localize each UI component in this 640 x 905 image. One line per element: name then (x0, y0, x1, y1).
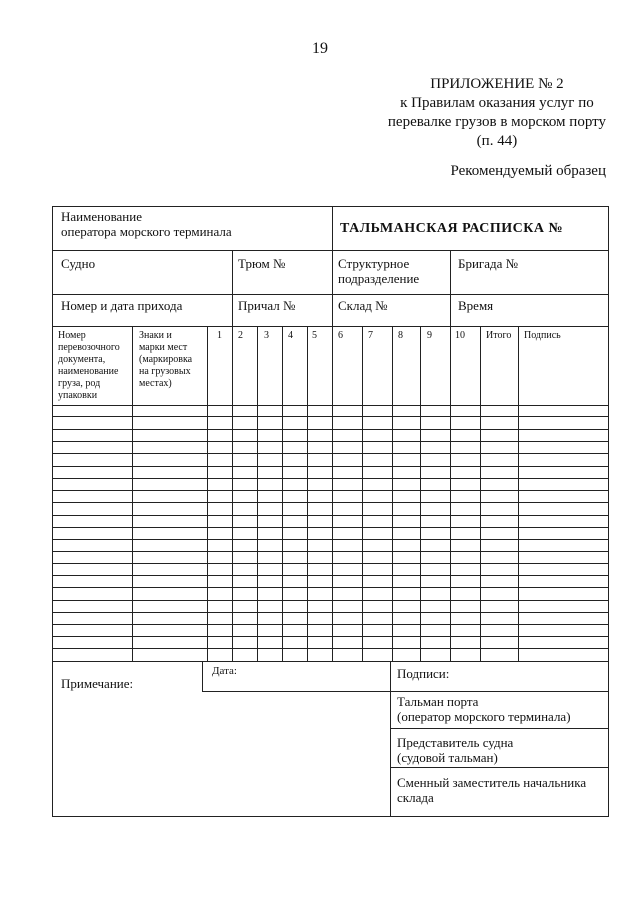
table-row-line (52, 527, 609, 528)
grid-hline (52, 326, 609, 327)
grid-hline (390, 767, 609, 768)
table-column-line (420, 326, 421, 661)
col-num-2: 2 (238, 330, 243, 341)
column-marks-header (139, 330, 209, 390)
brigade-label: Бригада № (458, 256, 519, 271)
table-column-line (232, 326, 233, 661)
deputy-label (397, 775, 586, 805)
appendix-title: ПРИЛОЖЕНИЕ № 2 (430, 76, 564, 92)
grid-hline (390, 728, 609, 729)
col-num-9: 9 (427, 330, 432, 341)
table-column-line (307, 326, 308, 661)
col-doc-l5: груза, род (58, 378, 101, 389)
table-row-line (52, 416, 609, 417)
structural-line-2: подразделение (338, 271, 420, 286)
col-marks-l3: (маркировка (139, 354, 193, 365)
tally-receipt-form (52, 206, 608, 816)
warehouse-label: Склад № (338, 298, 388, 313)
col-doc-l6: упаковки (58, 390, 98, 401)
table-row-line (52, 624, 609, 625)
signatures-label: Подписи: (397, 666, 450, 681)
table-row-line (52, 587, 609, 588)
table-column-line (392, 326, 393, 661)
table-row-line (52, 453, 609, 454)
col-num-5: 5 (312, 330, 317, 341)
col-signature-header: Подпись (524, 330, 561, 341)
grid-vline (390, 661, 391, 816)
table-column-line (257, 326, 258, 661)
col-num-6: 6 (338, 330, 343, 341)
col-num-8: 8 (398, 330, 403, 341)
structural-unit-label (338, 256, 419, 286)
appendix-line-2: перевалке грузов в морском порту (387, 114, 606, 130)
table-row-line (52, 575, 609, 576)
table-column-line (518, 326, 519, 661)
grid-hline (52, 250, 609, 251)
grid-vline (202, 661, 203, 691)
grid-hline (52, 294, 609, 295)
table-column-line (362, 326, 363, 661)
table-row-line (52, 466, 609, 467)
table-row-line (52, 551, 609, 552)
col-total-header: Итого (486, 330, 512, 341)
grid-hline (390, 691, 609, 692)
table-row-line (52, 648, 609, 649)
page-number: 19 (312, 40, 328, 57)
col-marks-l4: на грузовых (139, 366, 191, 377)
vessel-label: Судно (61, 256, 96, 271)
col-num-10: 10 (455, 330, 465, 341)
table-column-line (332, 326, 333, 661)
deputy-line-2: склада (397, 790, 434, 805)
form-left-border (52, 206, 53, 816)
vessel-rep-line-1: Представитель судна (397, 735, 514, 750)
deputy-line-1: Сменный заместитель начальника (397, 775, 587, 790)
note-label: Примечание: (61, 676, 134, 691)
appendix-header (388, 75, 606, 151)
col-marks-l1: Знаки и (139, 330, 172, 341)
time-label: Время (458, 298, 494, 313)
vessel-rep-label (397, 735, 513, 765)
appendix-line-3: (п. 44) (476, 133, 518, 149)
col-marks-l2: марки мест (139, 342, 188, 353)
table-row-line (52, 612, 609, 613)
grid-vline (332, 206, 333, 326)
table-row-line (52, 405, 609, 406)
table-row-line (52, 661, 609, 662)
col-doc-l3: документа, (58, 354, 106, 365)
col-num-1: 1 (217, 330, 222, 341)
operator-name-label (61, 209, 232, 239)
form-right-border (608, 206, 609, 817)
table-column-line (450, 326, 451, 661)
table-row-line (52, 429, 609, 430)
recommended-sample-label: Рекомендуемый образец (450, 163, 606, 179)
form-top-border (52, 206, 609, 207)
col-marks-l5: местах) (139, 378, 172, 389)
grid-vline (232, 250, 233, 326)
col-doc-l1: Номер (58, 330, 86, 341)
berth-label: Причал № (238, 298, 296, 313)
column-doc-header (58, 330, 134, 402)
col-num-7: 7 (368, 330, 373, 341)
vessel-rep-line-2: (судовой тальман) (397, 750, 498, 765)
table-row-line (52, 515, 609, 516)
table-row-line (52, 563, 609, 564)
structural-line-1: Структурное (338, 256, 410, 271)
table-row-line (52, 502, 609, 503)
receipt-title: ТАЛЬМАНСКАЯ РАСПИСКА № (340, 221, 564, 236)
appendix-line-1: к Правилам оказания услуг по (400, 95, 594, 111)
hold-label: Трюм № (238, 256, 286, 271)
col-doc-l2: перевозочного (58, 342, 120, 353)
table-row-line (52, 600, 609, 601)
operator-name-line-1: Наименование (61, 209, 142, 224)
table-row-line (52, 490, 609, 491)
grid-hline (202, 691, 391, 692)
table-column-line (282, 326, 283, 661)
table-row-line (52, 636, 609, 637)
date-label: Дата: (212, 665, 237, 677)
table-row-line (52, 441, 609, 442)
tally-port-label (397, 694, 571, 724)
operator-name-line-2: оператора морского терминала (61, 224, 232, 239)
tally-port-line-1: Тальман порта (397, 694, 479, 709)
table-column-line (132, 326, 133, 661)
table-row-line (52, 539, 609, 540)
table-column-line (480, 326, 481, 661)
table-column-line (207, 326, 208, 661)
col-doc-l4: наименование (58, 366, 119, 377)
table-row-line (52, 478, 609, 479)
tally-port-line-2: (оператор морского терминала) (397, 709, 571, 724)
form-bottom-border (52, 816, 609, 817)
col-num-4: 4 (288, 330, 293, 341)
col-num-3: 3 (264, 330, 269, 341)
arrival-label: Номер и дата прихода (61, 298, 183, 313)
grid-vline (450, 250, 451, 326)
